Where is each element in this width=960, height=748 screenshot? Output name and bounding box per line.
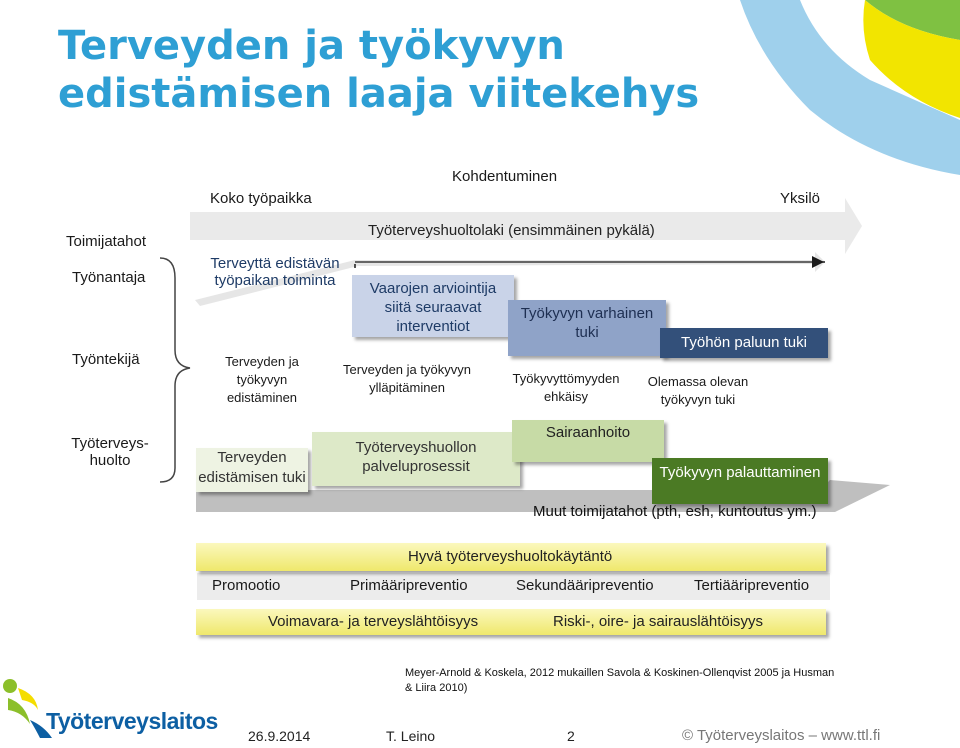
promootio-label: Promootio [212,577,281,594]
varhainen-tuki-box: Työkyvyn varhainen tuki [508,300,666,356]
sairaanhoito-box: Sairaanhoito [512,420,664,462]
footer-author: T. Leino [386,728,436,744]
footer-copyright: © Työterveyslaitos – www.ttl.fi [682,727,881,744]
riski-label: Riski-, oire- ja sairauslähtöisyys [553,613,764,630]
koko-tyopaikka-label: Koko työpaikka [210,190,312,207]
footer-date: 26.9.2014 [248,728,311,744]
primaaripreventio-label: Primääripreventio [350,577,468,594]
ehkaisy-label: Työkyvyttömyyden ehkäisy [512,371,620,404]
lahtoisyys-bar [196,609,826,635]
palveluprosessit-box: Työterveyshuollon palveluprosessit [312,432,520,486]
citation: Meyer-Arnold & Koskela, 2012 mukaillen Savola & Koskinen-Ollenqvist 2005 ja Husman & Liira 2010) [405,667,835,694]
voimavara-label: Voimavara- ja terveyslähtöisyys [268,613,479,630]
page-title: Terveyden ja työkyvyn edistämisen laaja viitekehys [58,23,700,117]
yllapitaminen-label: Terveyden ja työkyvyn ylläpitäminen [343,362,471,395]
tyohon-paluun-tuki-box: Työhön paluun tuki [660,328,828,358]
row-tyonantaja: Työnantaja [72,269,146,286]
hyva-kaytanto-bar: Hyvä työterveyshuoltokäytäntö [196,543,826,571]
muut-toimijatahot-label: Muut toimijatahot (pth, esh, kuntoutus ym.) [533,503,817,520]
row-tyoterveyshuolto: Työterveys- huolto [71,435,149,469]
kohdentuminen-label: Kohdentuminen [452,168,558,185]
tth-laki-label: Työterveyshuoltolaki (ensimmäinen pykälä) [368,222,655,239]
row-tyontekija: Työntekijä [72,351,140,368]
tertiaaripreventio-label: Tertiääripreventio [694,577,810,594]
sekundaaripreventio-label: Sekundääripreventio [516,577,654,594]
edistaminen-label: Terveyden ja työkyvyn edistäminen [225,354,299,405]
terveytta-edistava-toiminta: Terveyttä edistävän työpaikan toiminta [210,255,340,289]
olemassa-olevan-label: Olemassa olevan työkyvyn tuki [647,374,749,407]
yksilo-label: Yksilö [780,190,821,207]
footer-page-number: 2 [567,728,575,744]
tyokyvyn-palauttaminen-box: Työkyvyn palauttaminen [652,458,828,504]
logo-text: Työterveyslaitos [46,708,218,734]
vaarojen-arviointi-box: Vaarojen arviointija siitä seuraavat interventiot [352,275,514,337]
terveyden-edistamisen-tuki-box: Terveyden edistämisen tuki [196,448,308,492]
row-toimijatahot: Toimijatahot [66,233,147,250]
